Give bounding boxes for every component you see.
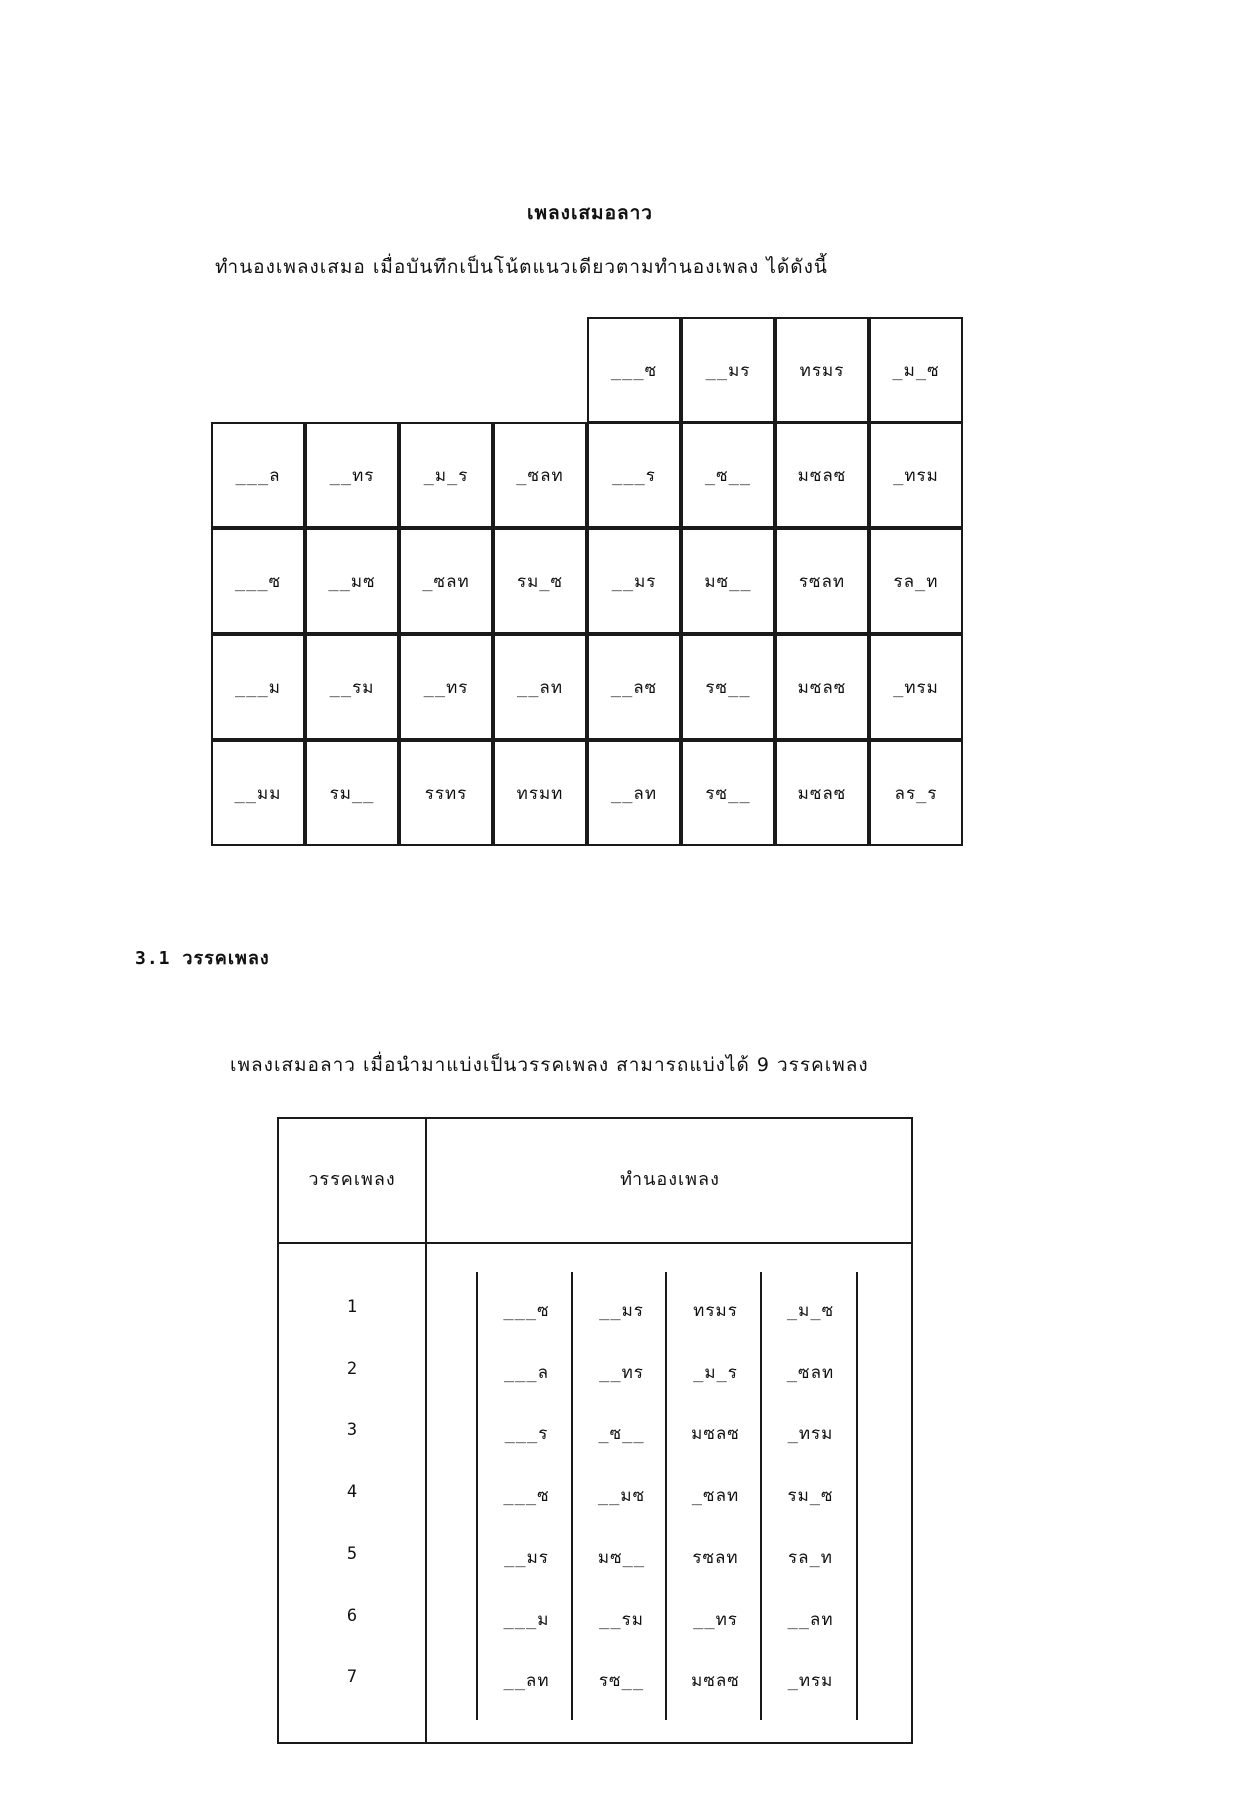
phrase-cell: __มร bbox=[504, 1548, 549, 1568]
phrase-cell: ___ม bbox=[503, 1610, 550, 1630]
phrase-number: 2 bbox=[346, 1359, 358, 1379]
grid-cell: __ลท bbox=[587, 740, 681, 846]
grid-cell: ___ม bbox=[211, 634, 305, 740]
phrase-cell: __ทร bbox=[599, 1363, 644, 1383]
notation-grid bbox=[211, 317, 964, 848]
grid-cell: ___ซ bbox=[211, 528, 305, 634]
grid-cell: _ทรม bbox=[869, 634, 963, 740]
grid-cell: รซ__ bbox=[681, 634, 775, 740]
grid-cell: __รม bbox=[305, 634, 399, 740]
grid-cell: __ทร bbox=[399, 634, 493, 740]
grid-cell: _ม_ร bbox=[399, 422, 493, 528]
grid-cell: รม_ซ bbox=[493, 528, 587, 634]
grid-cell: มซลซ bbox=[775, 422, 869, 528]
grid-cell: ทรมร bbox=[775, 317, 869, 423]
header-melody: ทำนองเพลง bbox=[620, 1169, 720, 1190]
grid-cell: ทรมท bbox=[493, 740, 587, 846]
phrase-cell: _ซลท bbox=[786, 1363, 835, 1383]
grid-cell: _ซลท bbox=[399, 528, 493, 634]
grid-cell: __มม bbox=[211, 740, 305, 846]
grid-cell: รซ__ bbox=[681, 740, 775, 846]
grid-cell: _ทรม bbox=[869, 422, 963, 528]
phrase-cell: __มร bbox=[599, 1301, 644, 1321]
melody-divider bbox=[476, 1272, 478, 1720]
phrase-cell: __มซ bbox=[597, 1486, 646, 1506]
grid-cell: __ทร bbox=[305, 422, 399, 528]
grid-cell: __ลซ bbox=[587, 634, 681, 740]
phrase-cell: รซลท bbox=[692, 1548, 739, 1568]
phrase-cell: ___ซ bbox=[503, 1301, 550, 1321]
phrase-number: 3 bbox=[346, 1420, 358, 1440]
column-divider bbox=[425, 1119, 427, 1742]
phrase-cell: _ม_ร bbox=[693, 1363, 738, 1383]
phrase-cell: รล_ท bbox=[788, 1548, 833, 1568]
phrase-cell: _ม_ซ bbox=[786, 1301, 835, 1321]
header-phrase: วรรคเพลง bbox=[308, 1169, 396, 1190]
grid-cell: มซลซ bbox=[775, 634, 869, 740]
phrase-cell: ___ซ bbox=[503, 1486, 550, 1506]
grid-cell: รล_ท bbox=[869, 528, 963, 634]
phrase-cell: รม_ซ bbox=[787, 1486, 834, 1506]
grid-cell: ___ซ bbox=[587, 317, 681, 423]
section-heading: 3.1 วรรคเพลง bbox=[135, 948, 270, 969]
grid-cell: ___ร bbox=[587, 422, 681, 528]
phrase-number: 6 bbox=[346, 1606, 358, 1626]
grid-cell: __มร bbox=[681, 317, 775, 423]
phrase-cell: _ซ__ bbox=[598, 1424, 645, 1444]
phrase-cell: ทรมร bbox=[693, 1301, 738, 1321]
grid-cell: ลร_ร bbox=[869, 740, 963, 846]
grid-cell: รรทร bbox=[399, 740, 493, 846]
grid-cell: __มซ bbox=[305, 528, 399, 634]
header-divider bbox=[279, 1242, 911, 1244]
phrase-cell: มซลซ bbox=[691, 1424, 740, 1444]
phrase-number: 4 bbox=[346, 1482, 358, 1502]
page-title: เพลงเสมอลาว bbox=[527, 202, 653, 224]
grid-cell: ___ล bbox=[211, 422, 305, 528]
phrase-cell: ___ร bbox=[504, 1424, 549, 1444]
phrase-number: 1 bbox=[346, 1297, 358, 1317]
phrase-cell: __ทร bbox=[693, 1610, 738, 1630]
grid-cell: _ซ__ bbox=[681, 422, 775, 528]
phrase-cell: __ลท bbox=[503, 1671, 550, 1691]
phrase-cell: __ลท bbox=[787, 1610, 834, 1630]
phrase-cell: ___ล bbox=[503, 1363, 550, 1383]
phrase-number: 5 bbox=[346, 1544, 358, 1564]
phrase-cell: มซลซ bbox=[691, 1671, 740, 1691]
grid-cell: __มร bbox=[587, 528, 681, 634]
phrase-cell: _ทรม bbox=[787, 1671, 834, 1691]
phrase-cell: _ซลท bbox=[691, 1486, 740, 1506]
grid-cell: มซลซ bbox=[775, 740, 869, 846]
section-intro: เพลงเสมอลาว เมื่อนำมาแบ่งเป็นวรรคเพลง สามารถแบ่งได้ 9 วรรคเพลง bbox=[230, 1054, 869, 1076]
grid-cell: มซ__ bbox=[681, 528, 775, 634]
phrase-cell: รซ__ bbox=[598, 1671, 645, 1691]
grid-cell: รม__ bbox=[305, 740, 399, 846]
phrase-cell: _ทรม bbox=[787, 1424, 834, 1444]
grid-cell: _ซลท bbox=[493, 422, 587, 528]
phrase-cell: มซ__ bbox=[597, 1548, 646, 1568]
phrase-number: 7 bbox=[346, 1667, 358, 1687]
phrase-cell: __รม bbox=[599, 1610, 644, 1630]
grid-cell: รซลท bbox=[775, 528, 869, 634]
page-subtitle: ทำนองเพลงเสมอ เมื่อบันทึกเป็นโน้ตแนวเดียวตามทำนองเพลง ได้ดังนี้ bbox=[215, 256, 828, 278]
grid-cell: __ลท bbox=[493, 634, 587, 740]
grid-cell: _ม_ซ bbox=[869, 317, 963, 423]
phrase-table bbox=[277, 1117, 913, 1744]
